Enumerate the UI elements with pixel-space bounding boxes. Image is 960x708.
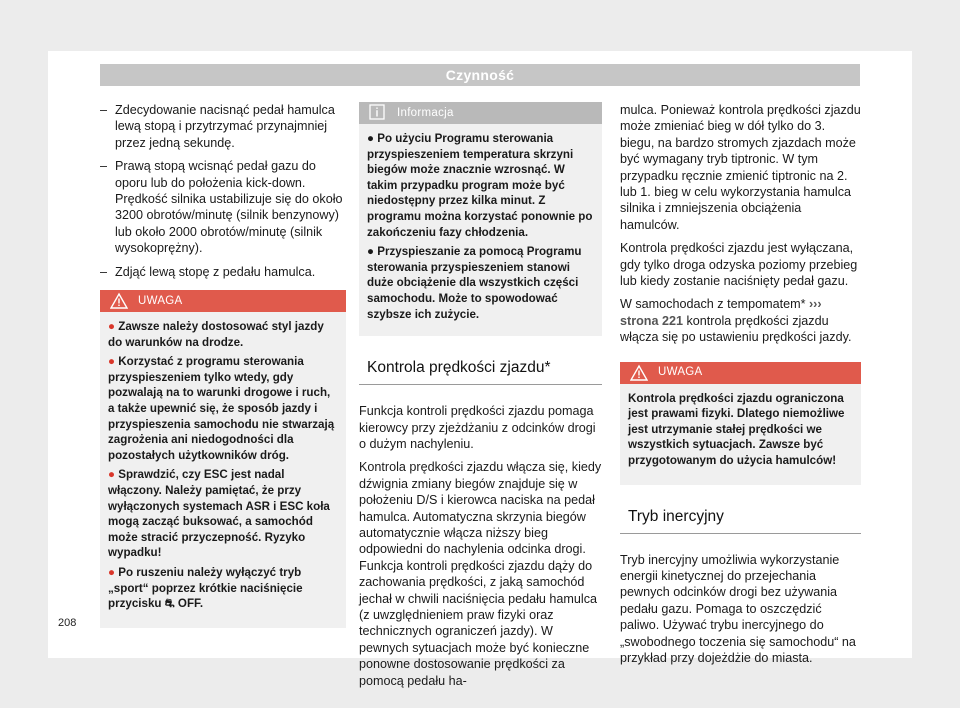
warning-item-text: Zawsze należy dostosować styl jazdy do warunków na drodze. xyxy=(108,320,324,349)
warning-triangle-icon xyxy=(630,364,648,382)
warning-label: UWAGA xyxy=(138,294,183,307)
column-right xyxy=(620,102,861,674)
info-item xyxy=(367,131,594,240)
section-divider xyxy=(359,384,602,385)
step-item xyxy=(100,264,346,280)
warning-item xyxy=(108,319,338,350)
bullet-icon: ● xyxy=(108,355,119,369)
warning-box xyxy=(100,290,346,628)
page-reference-link[interactable]: ››› strona 221 xyxy=(620,297,822,328)
dash-marker: – xyxy=(100,264,108,279)
warning-item-text: Po ruszeniu należy wyłączyć tryb „sport“ poprzez krótkie naciśnięcie przycisku ⛐ OFF. xyxy=(108,565,303,611)
paragraph: Tryb inercyjny umożliwia wykorzystanie energii kinetycznej do przejechania pewnych odcinków drogi bez używania pedału gazu. Pomaga to oszczędzić paliwo. Używać trybu inercyjnego do „swobodnego toczenia się samochodu“ na przykład przy dojeżdżie do miasta. xyxy=(620,552,856,666)
info-body xyxy=(359,124,602,336)
page-header: Czynność xyxy=(100,64,860,86)
section-divider xyxy=(620,533,861,534)
info-label: Informacja xyxy=(397,106,454,119)
warning-body xyxy=(100,312,346,628)
section-title-descent-control xyxy=(359,358,602,385)
bullet-icon: ● xyxy=(108,320,119,334)
tempomat-text: W samochodach z tempomatem* xyxy=(620,297,809,312)
dash-marker: – xyxy=(100,103,108,117)
page-number: 208 xyxy=(58,617,77,629)
section-title-text: Tryb inercyjny xyxy=(628,507,724,525)
bullet-icon: ● xyxy=(367,132,378,145)
bullet-icon: ● xyxy=(367,245,378,259)
bullet-icon: ● xyxy=(108,468,119,482)
warning-item xyxy=(108,467,338,561)
warning-body xyxy=(620,384,861,485)
step-item xyxy=(100,102,346,151)
warning-label: UWAGA xyxy=(658,366,703,379)
tempomat-text-end: kontrola prędkości zjazdu włącza się po ustawieniu prędkości jazdy. xyxy=(620,313,852,345)
warning-item-text: Korzystać z programu sterowania przyspieszeniem tylko wtedy, gdy pozwalają na to warunki drogowe i ruch, a także upewnić się, że sposób jazdy i przyspieszenia samochodu nie stwarzają zagrożenia ani niedogodności dla pozostałych użytkowników dróg. xyxy=(108,355,335,462)
step-item xyxy=(100,158,346,256)
warning-triangle-icon xyxy=(110,292,128,310)
column-middle xyxy=(359,102,602,696)
info-header xyxy=(359,102,602,124)
section-title-text: Kontrola prędkości zjazdu* xyxy=(367,359,551,377)
warning-box xyxy=(620,362,861,485)
warning-item-text: Sprawdzić, czy ESC jest nadal włączony. Należy pamiętać, że przy wyłączonych systemach ASR i ESC koła mogą zacząć buksować, a samochód może stracić przyczepność. Ryzyko wypadku! xyxy=(108,468,330,560)
warning-header xyxy=(100,290,346,312)
paragraph: mulca. Ponieważ kontrola prędkości zjazdu może zmieniać bieg w dół tylko do 3. biegu, na bardzo stromych zjazdach może być wymagany tryb tiptronic. W tym przypadku ręcznie zmienić tiptronic na 2. lub 1. bieg w celu wykorzystania hamulca silnika i zmniejszenia obciążenia hamulców. xyxy=(620,103,861,232)
warning-item xyxy=(108,354,338,463)
step-text: Zdecydowanie nacisnąć pedał hamulca lewą stopą i przytrzymać przynajmniej przez jedną sekundę. xyxy=(115,103,335,150)
paragraph: Kontrola prędkości zjazdu włącza się, kiedy dźwignia zmiany biegów znajduje się w położeniu D/S i kierowca naciska na pedał hamulca. Automatyczna skrzynia biegów automatycznie włącza niższy bieg odpowiedni do nachylenia odcinka drogi. Funkcja kontroli prędkości zjazdu dąży do zachowania prędkości, z jaką samochód jechał w chwili naciśnięcia pedału hamulca (z uwzględnieniem praw fizyki oraz technicznych ograniczeń jazdy). W pewnych sytuacjach może być konieczne ponowne dostosowanie prędkości za pomocą pedału ha- xyxy=(359,460,602,688)
paragraph-tempomat xyxy=(620,296,861,345)
paragraph: Funkcja kontroli prędkości zjazdu pomaga kierowcy przy zjeżdżaniu z odcinków drogi o dużym nachyleniu. xyxy=(359,404,596,451)
step-list xyxy=(100,102,346,280)
paragraph: Kontrola prędkości zjazdu jest wyłączana, gdy tylko droga odzyska poziomy przebieg lub kiedy zostanie naciśnięty pedał gazu. xyxy=(620,241,858,289)
step-text: Zdjąć lewą stopę z pedału hamulca. xyxy=(115,264,316,279)
info-item xyxy=(367,244,594,322)
section-title-inertia xyxy=(620,507,861,534)
bullet-icon: ● xyxy=(108,565,119,579)
column-left xyxy=(100,102,346,628)
warning-header xyxy=(620,362,861,384)
warning-text: Kontrola prędkości zjazdu ograniczona jest prawami fizyki. Dlatego niemożliwe jest utrzymanie stałej prędkości we wszystkich sytuacjach. Zawsze być przygotowanym do użycia hamulców! xyxy=(628,391,845,468)
info-box xyxy=(359,102,602,336)
info-square-icon xyxy=(369,104,387,122)
dash-marker: – xyxy=(100,159,108,174)
step-text: Prawą stopą wcisnąć pedał gazu do oporu lub do położenia kick-down. Prędkość silnika ustabilizuje się do około 3200 obrotów/minutę (silnik benzynowy) lub około 2000 obrotów/minutę (silnik wysokoprężny). xyxy=(115,159,343,256)
info-item-text: Przyspieszanie za pomocą Programu sterowania przyspieszeniem stanowi duże obciążenie dla wszystkich części samochodu. Może to spowodować szybsze ich zużycie. xyxy=(367,245,582,321)
info-item-text: Po użyciu Programu sterowania przyspieszeniem temperatura skrzyni biegów może znacznie wzrosnąć. W takim przypadku program może być niedostępny przez kilka minut. Z programu można korzystać ponownie po zakończeniu fazy chłodzenia. xyxy=(367,132,593,239)
warning-item xyxy=(108,565,338,612)
